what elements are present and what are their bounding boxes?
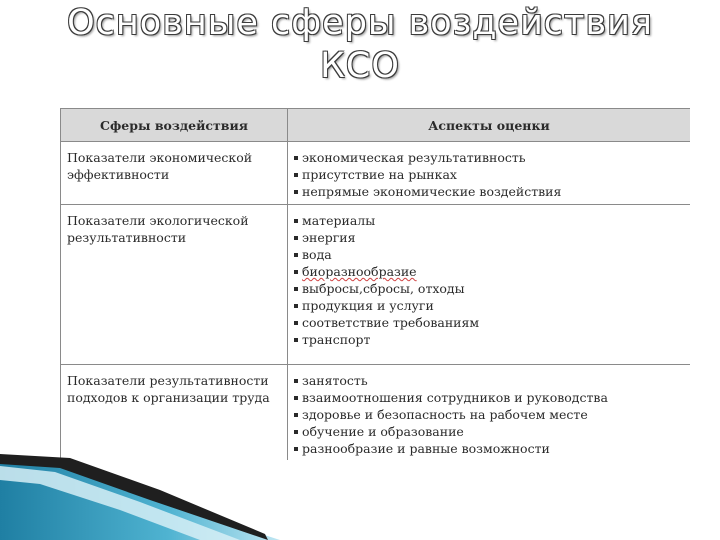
- slide-title-line-1: Основные сферы воздействия: [67, 3, 653, 43]
- aspects-cell: [288, 365, 691, 461]
- list-item: материалы: [294, 212, 684, 229]
- list-item: непрямые экономические воздействия: [294, 183, 684, 200]
- list-item: выбросы,сбросы, отходы: [294, 280, 684, 297]
- list-item: присутствие на рынках: [294, 166, 684, 183]
- slide-title: [60, 2, 660, 88]
- sphere-cell: Показатели экологической результативности: [61, 205, 288, 365]
- list-item: энергия: [294, 229, 684, 246]
- column-header-spheres: Сферы воздействия: [61, 109, 288, 142]
- list-item: обучение и образование: [294, 423, 684, 440]
- table-row: [61, 205, 691, 365]
- list-item: продукция и услуги: [294, 297, 684, 314]
- list-item: [294, 263, 684, 280]
- decorative-corner-swoosh: [0, 440, 280, 540]
- table-row: [61, 142, 691, 205]
- list-item: взаимоотношения сотрудников и руководства: [294, 389, 684, 406]
- impact-table: [60, 108, 690, 460]
- sphere-cell: Показатели результативности подходов к организации труда: [61, 365, 288, 461]
- list-item: разнообразие и равные возможности: [294, 440, 684, 457]
- list-item: транспорт: [294, 331, 684, 348]
- aspects-cell: [288, 205, 691, 365]
- list-item: занятость: [294, 372, 684, 389]
- column-header-aspects: Аспекты оценки: [288, 109, 691, 142]
- aspects-list: [294, 149, 684, 200]
- impact-table-container: [60, 108, 690, 460]
- aspects-list: [294, 212, 684, 348]
- list-item: здоровье и безопасность на рабочем месте: [294, 406, 684, 423]
- aspects-list: [294, 372, 684, 457]
- aspects-cell: [288, 142, 691, 205]
- spellcheck-underlined-text: биоразнообразие: [302, 264, 417, 279]
- table-header-row: [61, 109, 691, 142]
- list-item: экономическая результативность: [294, 149, 684, 166]
- list-item: вода: [294, 246, 684, 263]
- list-item: соответствие требованиям: [294, 314, 684, 331]
- slide-title-line-2: КСО: [320, 46, 400, 86]
- sphere-cell: Показатели экономической эффективности: [61, 142, 288, 205]
